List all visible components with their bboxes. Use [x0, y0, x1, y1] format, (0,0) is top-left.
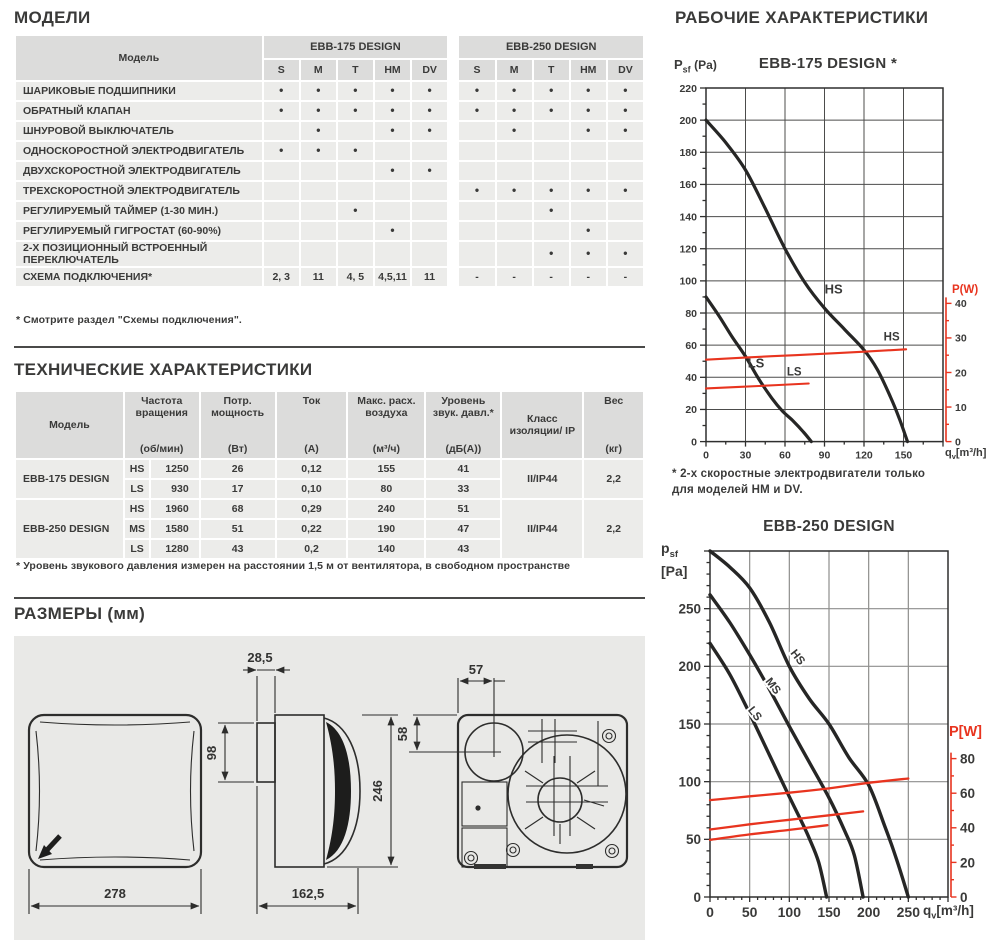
feature-cell: • — [497, 182, 532, 200]
dim-height: 246 — [370, 780, 385, 802]
feature-cell — [338, 182, 373, 200]
series-LS-power — [706, 384, 809, 389]
svg-text:0: 0 — [955, 436, 961, 449]
feature-cell: • — [264, 142, 299, 160]
feature-cell: • — [301, 122, 336, 140]
feature-cell: - — [608, 268, 643, 286]
feature-cell: 11 — [412, 268, 447, 286]
feature-cell — [338, 122, 373, 140]
feature-cell — [534, 142, 569, 160]
speed-col-header: T — [338, 60, 373, 80]
feature-cell: • — [301, 102, 336, 120]
feature-label: ОДНОСКОРОСТНОЙ ЭЛЕКТРОДВИГАТЕЛЬ — [16, 142, 262, 160]
feature-cell — [459, 162, 494, 180]
group-header: EBB-250 DESIGN — [459, 36, 643, 58]
speed-col-header: M — [497, 60, 532, 80]
svg-text:40: 40 — [960, 820, 976, 836]
feature-cell — [534, 122, 569, 140]
feature-cell — [301, 202, 336, 220]
chart2-power-axis-title: P[W] — [949, 724, 983, 740]
speed-col-header: S — [264, 60, 299, 80]
tech-col-header: Ток (А) — [277, 392, 347, 458]
svg-text:0: 0 — [960, 889, 968, 905]
insulation-value: II/IP44 — [502, 460, 582, 498]
curve-label-LS: LS — [747, 355, 765, 371]
tech-spec-table — [14, 390, 645, 560]
feature-cell — [375, 182, 410, 200]
feature-cell — [301, 182, 336, 200]
models-feature-table — [14, 34, 645, 288]
chart-ebb-250 — [650, 513, 1000, 941]
feature-cell: • — [571, 102, 606, 120]
current-value: 0,10 — [277, 480, 347, 498]
airflow-value: 155 — [348, 460, 424, 478]
feature-cell: - — [571, 268, 606, 286]
feature-cell — [534, 162, 569, 180]
pressure-symbol: P — [674, 57, 683, 72]
tech-col-header: Модель — [16, 392, 123, 458]
svg-text:10: 10 — [955, 401, 967, 414]
models-col-header: Модель — [16, 36, 262, 80]
curve-label-HS: HS — [824, 281, 843, 297]
feature-label: СХЕМА ПОДКЛЮЧЕНИЯ* — [16, 268, 262, 286]
svg-text:100: 100 — [777, 904, 802, 920]
speed-label: HS — [125, 500, 150, 518]
dim-duct-length: 28,5 — [247, 650, 273, 665]
dimension-drawing — [14, 636, 645, 940]
svg-text:150: 150 — [894, 449, 913, 462]
feature-cell: - — [459, 268, 494, 286]
dim-depth: 162,5 — [291, 886, 325, 901]
svg-text:60: 60 — [779, 449, 791, 462]
feature-cell: • — [375, 82, 410, 100]
svg-text:90: 90 — [818, 449, 831, 462]
chart1-footnote — [672, 466, 982, 498]
svg-text:250: 250 — [896, 904, 921, 920]
feature-cell: • — [534, 102, 569, 120]
chart1-footnote-line1: * 2-х скоростные электродвигатели только — [672, 468, 926, 480]
feature-cell — [412, 222, 447, 240]
chart1-x-axis-title — [945, 447, 986, 461]
feature-cell: • — [608, 242, 643, 266]
current-value: 0,29 — [277, 500, 347, 518]
pressure-sub: sf — [682, 64, 691, 75]
feature-cell — [264, 122, 299, 140]
feature-label: РЕГУЛИРУЕМЫЙ ГИГРОСТАТ (60-90%) — [16, 222, 262, 240]
feature-cell: 2, 3 — [264, 268, 299, 286]
speed-label: LS — [125, 480, 150, 498]
rpm-value: 930 — [151, 480, 198, 498]
svg-text:20: 20 — [960, 855, 976, 871]
svg-text:100: 100 — [678, 774, 701, 790]
feature-cell: • — [264, 102, 299, 120]
speed-col-header: DV — [608, 60, 643, 80]
tech-col-header: Класс изоляции/ IP — [502, 392, 582, 458]
curve-label-LS: LS — [786, 366, 802, 379]
airflow-value: 80 — [348, 480, 424, 498]
flow-sub: v — [931, 910, 937, 921]
speed-label: LS — [125, 540, 150, 558]
airflow-value: 190 — [348, 520, 424, 538]
feature-cell: • — [412, 102, 447, 120]
svg-text:200: 200 — [678, 659, 701, 675]
feature-cell — [375, 202, 410, 220]
feature-cell: • — [571, 182, 606, 200]
feature-cell — [264, 202, 299, 220]
feature-cell — [534, 222, 569, 240]
feature-cell — [571, 162, 606, 180]
feature-label: ОБРАТНЫЙ КЛАПАН — [16, 102, 262, 120]
speed-col-header: T — [534, 60, 569, 80]
feature-cell: • — [534, 242, 569, 266]
noise-value: 43 — [426, 540, 500, 558]
current-value: 0,2 — [277, 540, 347, 558]
feature-cell — [338, 162, 373, 180]
feature-cell — [338, 222, 373, 240]
chart1-footnote-line2: для моделей HM и DV. — [672, 484, 803, 496]
curve-label-HS: HS — [787, 647, 807, 668]
speed-col-header: HM — [375, 60, 410, 80]
pressure-sub: sf — [669, 548, 679, 560]
feature-cell — [571, 202, 606, 220]
airflow-value: 140 — [348, 540, 424, 558]
feature-cell: • — [412, 162, 447, 180]
feature-cell — [608, 222, 643, 240]
flow-symbol: q — [945, 447, 952, 459]
feature-cell: • — [375, 122, 410, 140]
chart1-power-axis-title: P(W) — [952, 284, 979, 296]
feature-label: ТРЕХСКОРОСТНОЙ ЭЛЕКТРОДВИГАТЕЛЬ — [16, 182, 262, 200]
flow-sub: v — [951, 452, 956, 462]
speed-col-header: DV — [412, 60, 447, 80]
feature-cell — [375, 142, 410, 160]
dim-duct-diameter: 98 — [204, 745, 219, 761]
feature-cell: • — [338, 202, 373, 220]
charts-section-title: РАБОЧИЕ ХАРАКТЕРИСТИКИ — [675, 8, 929, 27]
dims-section-title: РАЗМЕРЫ (мм) — [14, 604, 146, 623]
feature-cell: • — [375, 102, 410, 120]
feature-cell: • — [459, 182, 494, 200]
tech-col-header: Вес (кг) — [584, 392, 643, 458]
feature-label: 2-Х ПОЗИЦИОННЫЙ ВСТРОЕННЫЙ ПЕРЕКЛЮЧАТЕЛЬ — [16, 242, 262, 266]
model-name: EBB-250 DESIGN — [16, 500, 123, 558]
power-value: 26 — [201, 460, 275, 478]
svg-text:160: 160 — [679, 179, 697, 192]
feature-cell: • — [338, 102, 373, 120]
brand-arrow-icon — [38, 836, 60, 859]
svg-text:0: 0 — [703, 449, 709, 462]
feature-label: ШАРИКОВЫЕ ПОДШИПНИКИ — [16, 82, 262, 100]
tech-col-header: Частота вращения (об/мин) — [125, 392, 199, 458]
feature-cell — [608, 202, 643, 220]
noise-value: 51 — [426, 500, 500, 518]
feature-cell: • — [571, 82, 606, 100]
feature-cell — [412, 242, 447, 266]
weight-value: 2,2 — [584, 460, 643, 498]
chart-ebb-175 — [650, 38, 1000, 468]
pressure-unit: [Pa] — [661, 562, 688, 579]
feature-cell — [459, 122, 494, 140]
feature-cell: • — [497, 122, 532, 140]
feature-cell — [497, 202, 532, 220]
tech-col-header: Макс. расх. воздуха (м³/ч) — [348, 392, 424, 458]
feature-cell — [412, 142, 447, 160]
models-footnote: * Смотрите раздел "Схемы подключения". — [16, 314, 242, 326]
feature-label: ДВУХСКОРОСТНОЙ ЭЛЕКТРОДВИГАТЕЛЬ — [16, 162, 262, 180]
feature-cell — [459, 242, 494, 266]
feature-cell — [497, 222, 532, 240]
feature-cell: • — [571, 222, 606, 240]
svg-text:150: 150 — [817, 904, 841, 920]
rear-view — [395, 662, 627, 869]
weight-value: 2,2 — [584, 500, 643, 558]
flow-symbol: q — [923, 903, 932, 918]
feature-cell — [264, 222, 299, 240]
svg-text:20: 20 — [685, 404, 697, 417]
feature-cell: • — [608, 82, 643, 100]
speed-col-header: M — [301, 60, 336, 80]
insulation-value: II/IP44 — [502, 500, 582, 558]
front-view — [29, 715, 201, 914]
svg-text:200: 200 — [679, 114, 697, 127]
speed-label: HS — [125, 460, 150, 478]
tech-col-header: Уровень звук. давл.* (дБ(А)) — [426, 392, 500, 458]
svg-text:250: 250 — [678, 601, 701, 617]
chart2-title: EBB-250 DESIGN — [763, 518, 895, 535]
feature-cell — [412, 182, 447, 200]
feature-cell: • — [301, 82, 336, 100]
svg-text:80: 80 — [960, 751, 976, 767]
model-name: EBB-175 DESIGN — [16, 460, 123, 498]
feature-cell: • — [608, 102, 643, 120]
svg-text:0: 0 — [693, 889, 701, 905]
group-header: EBB-175 DESIGN — [264, 36, 448, 58]
pressure-symbol: p — [661, 540, 670, 556]
noise-value: 41 — [426, 460, 500, 478]
feature-cell — [459, 142, 494, 160]
divider — [14, 597, 645, 599]
feature-cell — [301, 222, 336, 240]
feature-cell — [264, 162, 299, 180]
svg-text:120: 120 — [679, 243, 697, 256]
feature-cell — [264, 242, 299, 266]
feature-cell: • — [459, 82, 494, 100]
svg-text:20: 20 — [955, 367, 967, 380]
feature-cell — [497, 142, 532, 160]
svg-text:40: 40 — [685, 372, 697, 385]
side-view — [204, 650, 398, 914]
speed-col-header: HM — [571, 60, 606, 80]
tech-table — [14, 390, 645, 560]
svg-text:140: 140 — [679, 211, 697, 224]
dim-rear-offset-y: 58 — [395, 726, 410, 742]
svg-text:200: 200 — [856, 904, 881, 920]
rpm-value: 1280 — [151, 540, 198, 558]
feature-cell: • — [375, 162, 410, 180]
feature-cell — [497, 162, 532, 180]
feature-cell: • — [497, 102, 532, 120]
feature-cell: • — [571, 242, 606, 266]
feature-cell — [264, 182, 299, 200]
feature-cell: • — [534, 82, 569, 100]
svg-text:100: 100 — [679, 275, 697, 288]
feature-cell: • — [571, 122, 606, 140]
feature-cell — [301, 242, 336, 266]
feature-label: РЕГУЛИРУЕМЫЙ ТАЙМЕР (1-30 МИН.) — [16, 202, 262, 220]
noise-value: 33 — [426, 480, 500, 498]
tech-footnote: * Уровень звукового давления измерен на расстоянии 1,5 м от вентилятора, в свободном пространстве — [16, 560, 571, 572]
svg-text:180: 180 — [679, 147, 697, 160]
power-value: 17 — [201, 480, 275, 498]
feature-cell: • — [264, 82, 299, 100]
feature-cell: • — [608, 182, 643, 200]
current-value: 0,22 — [277, 520, 347, 538]
feature-cell — [301, 162, 336, 180]
feature-label: ШНУРОВОЙ ВЫКЛЮЧАТЕЛЬ — [16, 122, 262, 140]
svg-text:120: 120 — [855, 449, 873, 462]
models-section-title: МОДЕЛИ — [14, 8, 91, 27]
feature-cell — [375, 242, 410, 266]
tech-col-header: Потр. мощность (Вт) — [201, 392, 275, 458]
current-value: 0,12 — [277, 460, 347, 478]
svg-text:30: 30 — [739, 449, 752, 462]
feature-cell: • — [534, 182, 569, 200]
svg-text:150: 150 — [678, 716, 701, 732]
flow-unit: [m³/h] — [936, 903, 974, 918]
series-HS-power — [706, 349, 906, 359]
feature-cell — [459, 222, 494, 240]
feature-cell: • — [301, 142, 336, 160]
svg-text:80: 80 — [685, 307, 697, 320]
feature-cell — [338, 242, 373, 266]
feature-cell — [608, 142, 643, 160]
airflow-value: 240 — [348, 500, 424, 518]
flow-unit: [m³/h] — [955, 447, 987, 459]
feature-cell: • — [459, 102, 494, 120]
feature-cell: • — [375, 222, 410, 240]
feature-cell: • — [497, 82, 532, 100]
svg-text:60: 60 — [960, 786, 976, 802]
dim-front-width: 278 — [104, 886, 126, 901]
feature-cell: 4,5,11 — [375, 268, 410, 286]
feature-cell — [571, 142, 606, 160]
chart1-title: EBB-175 DESIGN * — [758, 55, 898, 72]
feature-cell — [412, 202, 447, 220]
feature-cell: • — [412, 122, 447, 140]
curve-label-HS: HS — [883, 331, 900, 344]
pressure-unit: (Pa) — [694, 58, 717, 72]
speed-label: MS — [125, 520, 150, 538]
models-table — [14, 34, 645, 288]
speed-col-header: S — [459, 60, 494, 80]
tech-section-title: ТЕХНИЧЕСКИЕ ХАРАКТЕРИСТИКИ — [14, 360, 313, 379]
feature-cell: • — [338, 82, 373, 100]
dim-rear-offset-x: 57 — [468, 662, 484, 677]
rpm-value: 1960 — [151, 500, 198, 518]
dimensions-panel — [14, 636, 645, 940]
noise-value: 47 — [426, 520, 500, 538]
svg-text:30: 30 — [955, 332, 967, 345]
feature-cell — [497, 242, 532, 266]
power-value: 43 — [201, 540, 275, 558]
feature-cell: - — [497, 268, 532, 286]
svg-text:40: 40 — [955, 298, 967, 311]
feature-cell — [608, 162, 643, 180]
svg-text:50: 50 — [741, 904, 758, 920]
feature-cell: 4, 5 — [338, 268, 373, 286]
feature-cell: • — [608, 122, 643, 140]
rpm-value: 1250 — [151, 460, 198, 478]
power-value: 68 — [201, 500, 275, 518]
feature-cell — [459, 202, 494, 220]
curve-label-MS: MS — [762, 675, 783, 697]
svg-text:220: 220 — [679, 82, 697, 95]
feature-cell: • — [338, 142, 373, 160]
rpm-value: 1580 — [151, 520, 198, 538]
feature-cell: 11 — [301, 268, 336, 286]
feature-cell: • — [534, 202, 569, 220]
divider — [14, 346, 645, 348]
feature-cell: • — [412, 82, 447, 100]
svg-text:0: 0 — [706, 904, 714, 920]
svg-text:0: 0 — [691, 436, 697, 449]
chart2-x-axis-title — [923, 903, 974, 921]
feature-cell: - — [534, 268, 569, 286]
curve-label-LS: LS — [745, 704, 764, 724]
svg-text:50: 50 — [685, 832, 701, 848]
power-value: 51 — [201, 520, 275, 538]
svg-text:60: 60 — [685, 339, 697, 352]
